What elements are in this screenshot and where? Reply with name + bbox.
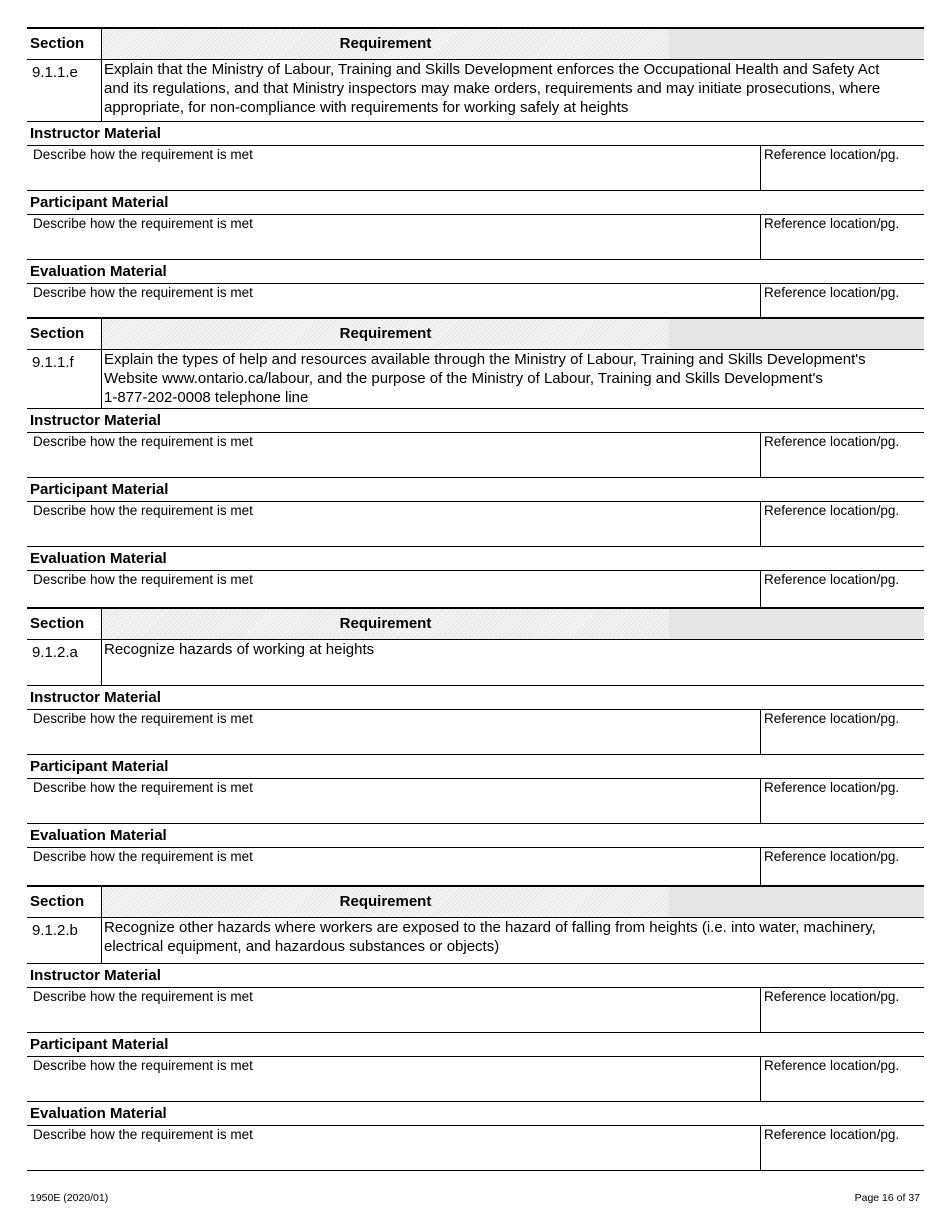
requirement-row: [27, 60, 924, 122]
reference-label: Reference location/pg.: [764, 849, 900, 864]
requirement-row: [27, 640, 924, 686]
reference-label: Reference location/pg.: [764, 216, 900, 231]
participant-material-title: Participant Material: [27, 755, 924, 779]
reference-label: Reference location/pg.: [764, 711, 900, 726]
instructor-material-title: Instructor Material: [27, 409, 924, 433]
requirement-text: Recognize hazards of working at heights: [104, 641, 375, 658]
participant-material-row: [27, 215, 924, 260]
section-code: 9.1.1.f: [32, 354, 74, 371]
block-header: [27, 317, 924, 350]
instructor-material-row: [27, 146, 924, 191]
form-id: 1950E (2020/01): [30, 1192, 109, 1204]
describe-label: Describe how the requirement is met: [33, 503, 253, 518]
evaluation-material-title: Evaluation Material: [27, 824, 924, 848]
evaluation-material-title: Evaluation Material: [27, 547, 924, 571]
describe-label: Describe how the requirement is met: [33, 1127, 253, 1142]
reference-label: Reference location/pg.: [764, 1058, 900, 1073]
reference-label: Reference location/pg.: [764, 989, 900, 1004]
block-header: [27, 27, 924, 60]
requirement-text: Explain that the Ministry of Labour, Training and Skills Development enforces the Occupational Health and Safety Act and its regulations, and that Ministry inspectors may make orders, requirements and may initiate prosecutions, where appropriate, for non-compliance with requirements for working safely at heights: [104, 61, 881, 116]
describe-label: Describe how the requirement is met: [33, 434, 253, 449]
reference-label: Reference location/pg.: [764, 285, 900, 300]
instructor-material-row: [27, 710, 924, 755]
reference-label: Reference location/pg.: [764, 780, 900, 795]
describe-label: Describe how the requirement is met: [33, 780, 253, 795]
block-header: [27, 607, 924, 640]
requirement-text: Recognize other hazards where workers are exposed to the hazard of falling from heights (i.e. into water, machinery, electrical equipment, and hazardous substances or objects): [104, 919, 876, 955]
page-number: Page 16 of 37: [854, 1192, 920, 1204]
reference-label: Reference location/pg.: [764, 147, 900, 162]
requirement-header: Requirement: [339, 615, 432, 632]
instructor-material-title: Instructor Material: [27, 122, 924, 146]
section-code: 9.1.1.e: [32, 64, 78, 81]
requirement-row: [27, 918, 924, 964]
instructor-material-row: [27, 433, 924, 478]
reference-label: Reference location/pg.: [764, 572, 900, 587]
describe-label: Describe how the requirement is met: [33, 989, 253, 1004]
evaluation-material-title: Evaluation Material: [27, 1102, 924, 1126]
reference-label: Reference location/pg.: [764, 1127, 900, 1142]
instructor-material-row: [27, 988, 924, 1033]
requirement-block: [27, 607, 924, 893]
requirement-header: Requirement: [339, 325, 432, 342]
requirement-row: [27, 350, 924, 409]
reference-label: Reference location/pg.: [764, 434, 900, 449]
requirement-text: Explain the types of help and resources available through the Ministry of Labour, Training and Skills Development's Website www.ontario.ca/labour, and the purpose of the Ministry of Labour, Training and Skills Development's 1-877-202-0008 telephone line: [104, 351, 866, 406]
participant-material-title: Participant Material: [27, 478, 924, 502]
requirement-header: Requirement: [339, 35, 432, 52]
evaluation-material-row: [27, 1126, 924, 1171]
requirement-block: [27, 27, 924, 329]
block-header: [27, 885, 924, 918]
describe-label: Describe how the requirement is met: [33, 1058, 253, 1073]
participant-material-title: Participant Material: [27, 1033, 924, 1057]
instructor-material-title: Instructor Material: [27, 686, 924, 710]
evaluation-material-title: Evaluation Material: [27, 260, 924, 284]
requirement-block: [27, 317, 924, 616]
requirement-block: [27, 885, 924, 1171]
section-header: Section: [27, 609, 101, 639]
describe-label: Describe how the requirement is met: [33, 216, 253, 231]
describe-label: Describe how the requirement is met: [33, 147, 253, 162]
describe-label: Describe how the requirement is met: [33, 285, 253, 300]
participant-material-title: Participant Material: [27, 191, 924, 215]
section-code: 9.1.2.b: [32, 922, 78, 939]
participant-material-row: [27, 779, 924, 824]
section-code: 9.1.2.a: [32, 644, 78, 661]
section-header: Section: [27, 887, 101, 917]
describe-label: Describe how the requirement is met: [33, 711, 253, 726]
participant-material-row: [27, 502, 924, 547]
section-header: Section: [27, 319, 101, 349]
section-header: Section: [27, 29, 101, 59]
describe-label: Describe how the requirement is met: [33, 572, 253, 587]
requirement-header: Requirement: [339, 893, 432, 910]
reference-label: Reference location/pg.: [764, 503, 900, 518]
instructor-material-title: Instructor Material: [27, 964, 924, 988]
describe-label: Describe how the requirement is met: [33, 849, 253, 864]
participant-material-row: [27, 1057, 924, 1102]
